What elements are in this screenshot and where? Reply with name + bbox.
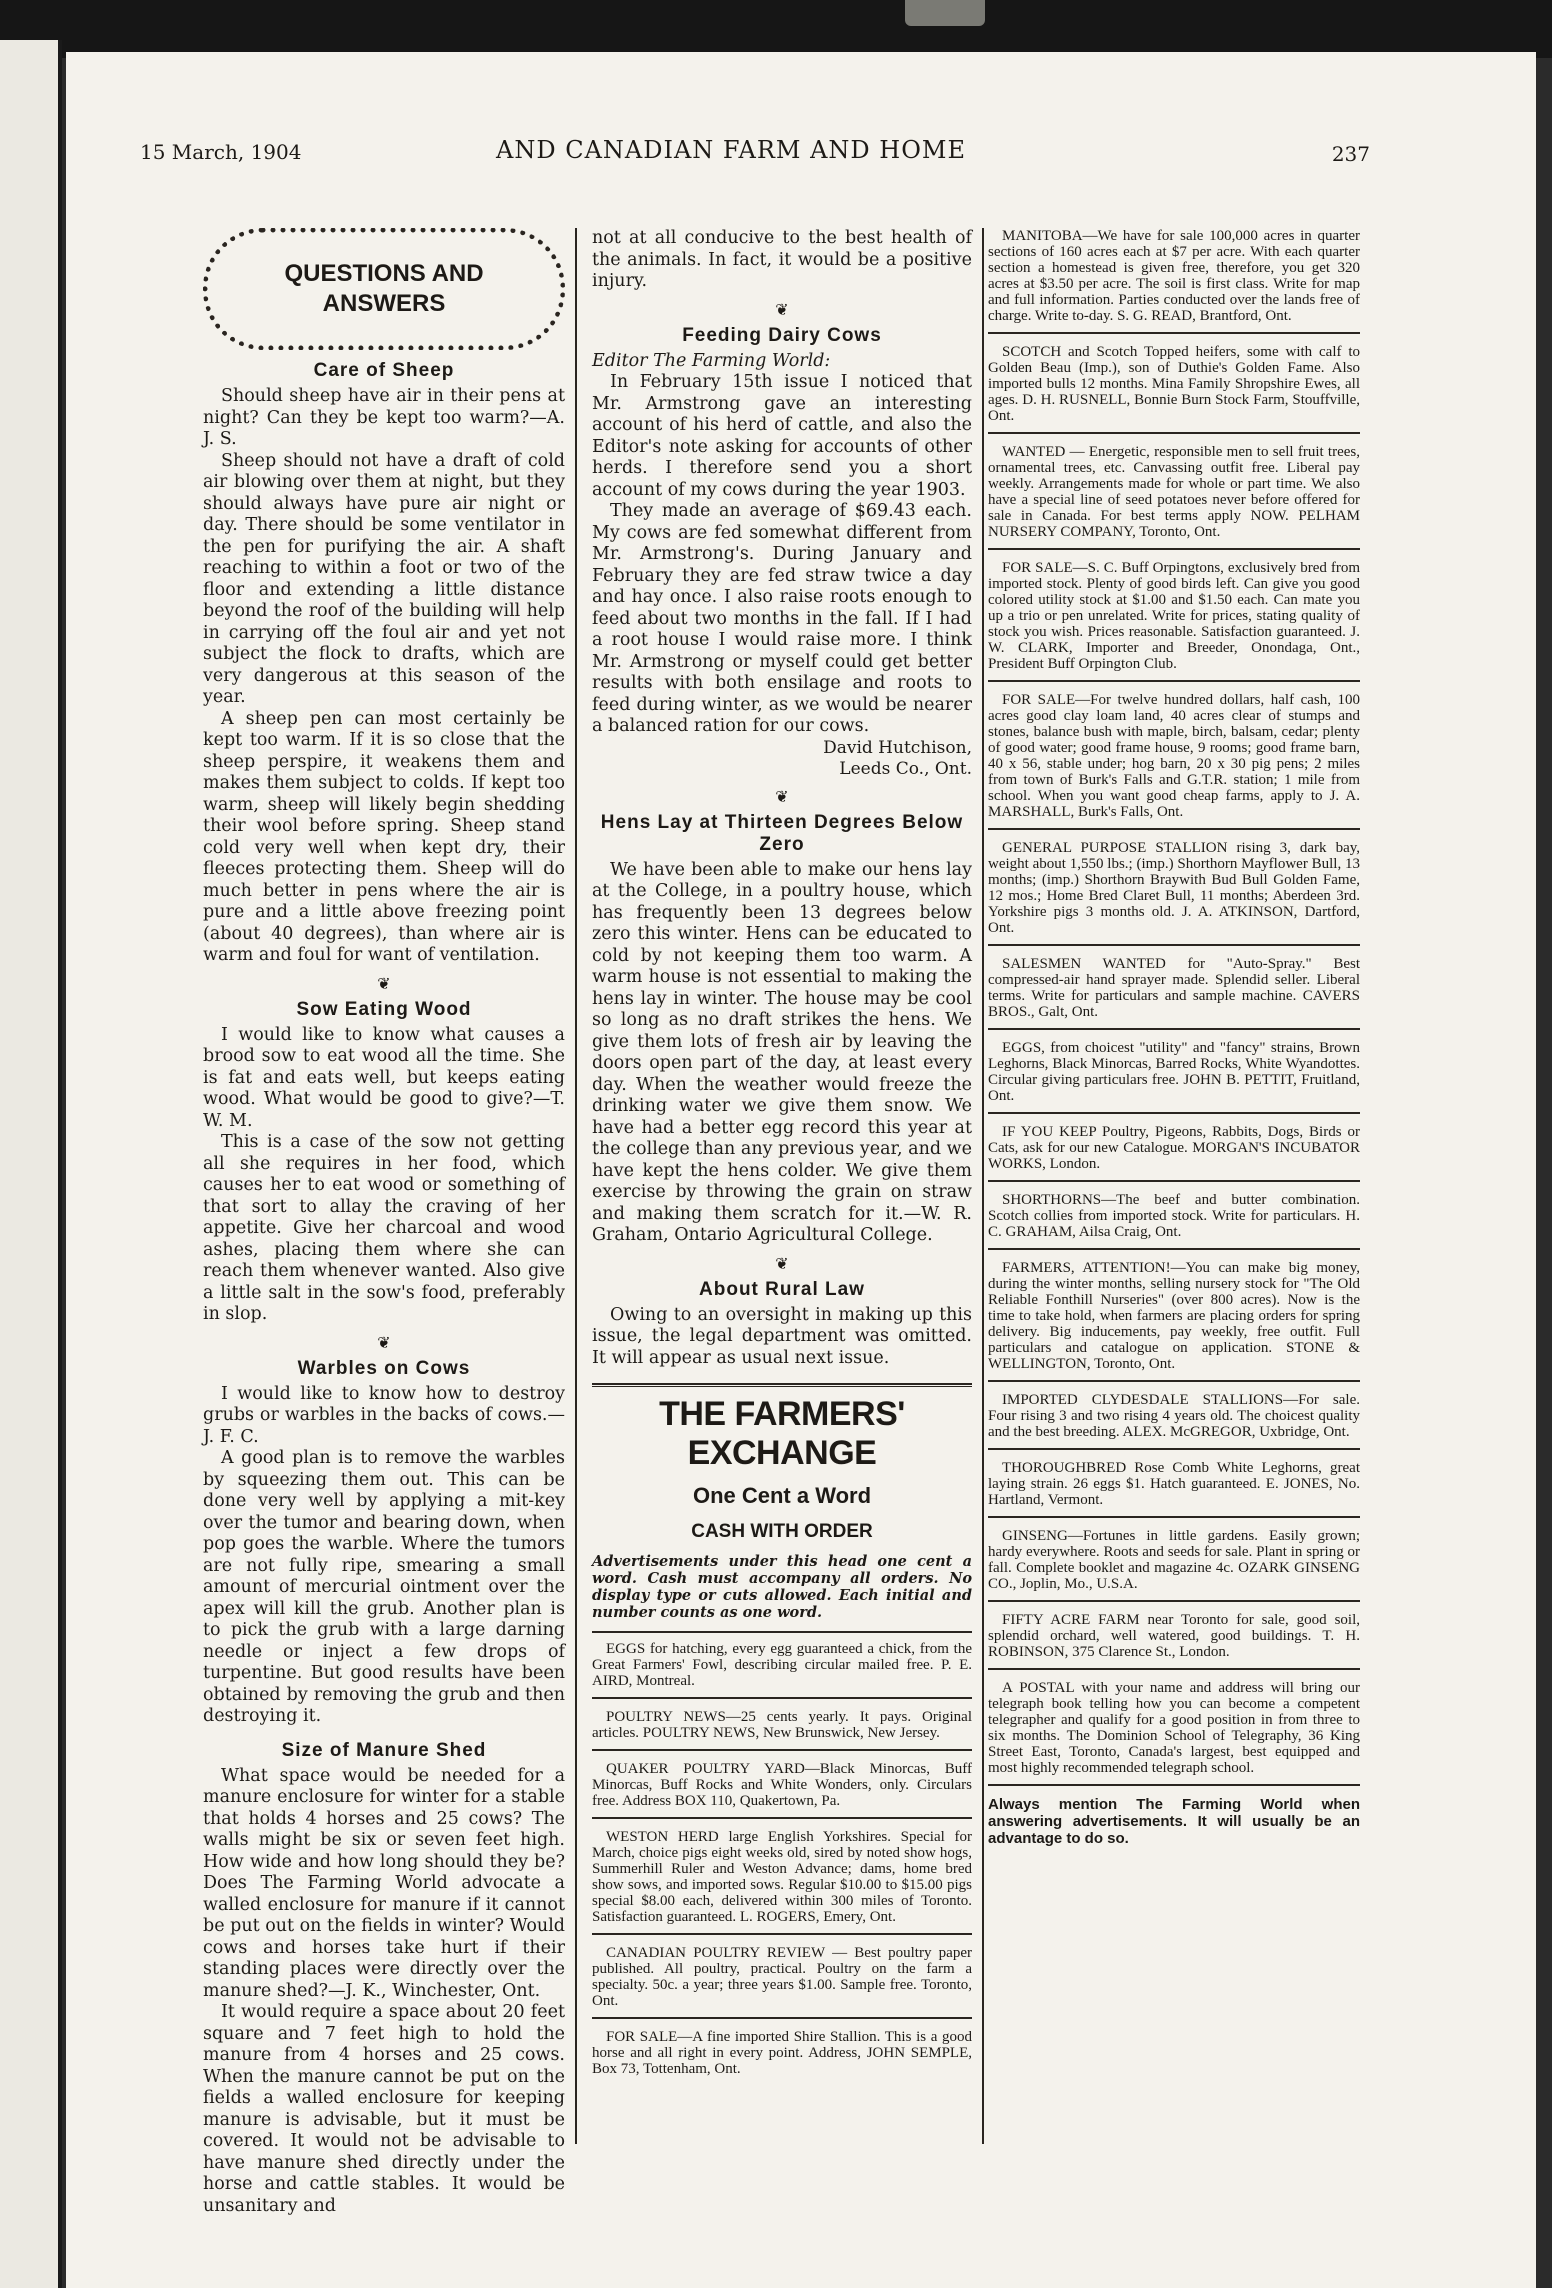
question: I would like to know how to destroy grubs or warbles in the backs of cows.—J. F. C. (203, 1383, 565, 1447)
divider (592, 1631, 972, 1633)
answer-paragraph: A good plan is to remove the warbles by squeezing them out. This can be done very well by applying a mit-key over the tumor and bearing down, when pop goes the warble. Where the tumors are not fully ripe, smearing a small amount of mercurial ointment over the apex will kill the grub. Another plan is to pick the grub with a large darning needle or inject a few drops of turpentine. But good results have been obtained by removing the grub and then destroying it. (203, 1448, 565, 1726)
letter-paragraph: In February 15th issue I noticed that Mr. Armstrong gave an interesting account of his herd of cattle, and also the Editor's note asking for accounts of other herds. I therefore send you a short account of my cows during the year 1903. (592, 372, 972, 500)
classified-ad: CANADIAN POULTRY REVIEW — Best poultry paper published. All poultry, practical. Poultry on the farm a specialty. 50c. a year; three years $1.00. Sample free. Toronto, Ont. (592, 1945, 972, 2009)
article-heading: Warbles on Cows (297, 1357, 471, 1379)
divider (592, 1817, 972, 1819)
classified-ad: MANITOBA—We have for sale 100,000 acres in quarter sections of 160 acres each at $7 per acre. With each quarter section a homestead is given free, therefore, you get 320 acres at $3.50 per acre. The soil is first class. Write for map and full information. Parties conducted over the lands free of charge. Write to-day. S. G. READ, Brantford, Ont. (988, 228, 1360, 324)
article-heading: Feeding Dairy Cows (682, 324, 882, 346)
classified-ad: A POSTAL with your name and address will bring our telegraph book telling how you can become a competent telegrapher and qualify for a good position in from three to six months. The Dominion School of Telegraphy, 36 King Street East, Toronto, Canada's largest, best equipped and most highly recommended telegraph school. (988, 1680, 1360, 1776)
article-heading: Sow Eating Wood (296, 998, 472, 1020)
divider (988, 332, 1360, 334)
classified-ad: EGGS, from choicest "utility" and "fancy" strains, Brown Leghorns, Black Minorcas, Barred Rocks, White Wyandottes. Circular giving particulars free. JOHN B. PETTIT, Fruitland, Ont. (988, 1040, 1360, 1104)
column-rule-1 (575, 228, 577, 2144)
classified-ad: FIFTY ACRE FARM near Toronto for sale, good soil, splendid orchard, well watered, good buildings. T. H. ROBINSON, 375 Clarence St., London. (988, 1612, 1360, 1660)
classified-ad: GENERAL PURPOSE STALLION rising 3, dark bay, weight about 1,550 lbs.; (imp.) Shorthorn Mayflower Bull, 13 months; (imp.) Shorthorn Braywith Bud Bull Golden Fame, 12 mos.; Home Bred Claret Bull, 11 months; Aberdeen 3rd. Yorkshire pigs 3 months old. J. A. ATKINSON, Dartford, Ont. (988, 840, 1360, 936)
binder-clip (905, 0, 985, 26)
divider (592, 1933, 972, 1935)
classified-ad: SCOTCH and Scotch Topped heifers, some with calf to Golden Beau (Imp.), son of Duthie's Golden Fame. Also imported bulls 12 months. Mina Family Shropshire Ewes, all ages. D. H. RUSNELL, Bonnie Burn Stock Farm, Stouffville, Ont. (988, 344, 1360, 424)
divider (592, 1749, 972, 1751)
answer-paragraph: A sheep pen can most certainly be kept too warm. If it is so close that the sheep perspire, it weakens them and makes them subject to colds. If kept too warm, sheep will likely begin shedding their wool before spring. Sheep stand cold very well when kept dry, their fleeces protecting them. Sheep will do much better in pens where the air is pure and a little above freezing point (about 40 degrees), than where air is warm and foul for want of ventilation. (203, 708, 565, 965)
question: What space would be needed for a manure enclosure for winter for a stable that holds 4 horses and 25 cows? The walls might be six or seven feet high. How wide and how long should they be? Does The Farming World advocate a walled enclosure for manure if it cannot be put out on the fields in winter? Would cows and horses take hurt if their standing places were directly over the manure shed?—J. K., Winchester, Ont. (203, 1765, 565, 2001)
article-paragraph: We have been able to make our hens lay at the College, in a poultry house, which has frequently been 13 degrees below zero this winter. Hens can be educated to cold by not keeping them too warm. A warm house is not essential to making the hens lay in winter. The house may be cool so long as no draft strikes the hens. We give them lots of fresh air by leaving the doors open part of the day, at least every day. When the weather would freeze the drinking water we give them snow. We have had a better egg record this year at the college than any previous year, and we have kept the hens colder. We give them exercise by throwing the grain on straw and making them scratch for it.—W. R. Graham, Ontario Agricultural College. (592, 859, 972, 1245)
question: I would like to know what causes a brood sow to eat wood all the time. She is fat and eats well, but keeps eating wood. What would be good to give?—T. W. M. (203, 1024, 565, 1131)
divider (988, 1668, 1360, 1670)
divider (988, 680, 1360, 682)
publication-title: AND CANADIAN FARM AND HOME (496, 136, 966, 164)
divider (988, 1784, 1360, 1786)
running-header (140, 128, 1370, 168)
classified-ad: WESTON HERD large English Yorkshires. Special for March, choice pigs eight weeks old, sired by noted show hogs, Summerhill Ruler and Weston Advance; dams, home bred show sows, and imported sows. Regular $10.00 to $15.00 pigs special $8.00 each, delivered within 300 miles of Toronto. Satisfaction guaranteed. L. ROGERS, Emery, Ont. (592, 1829, 972, 1925)
answer-paragraph: Sheep should not have a draft of cold air blowing over them at night, but they should always have pure air night or day. There should be some ventilator in the pen for purifying the air. A shaft reaching to within a foot or two of the floor and extending a little distance beyond the roof of the building will help in carrying off the foul air and yet not subject the flock to drafts, which are very dangerous at this season of the year. (203, 450, 565, 707)
divider (988, 944, 1360, 946)
classified-ad: GINSENG—Fortunes in little gardens. Easily grown; hardy everywhere. Roots and seeds for sale. Plant in spring or fall. Complete booklet and magazine 4c. OZARK GINSENG CO., Joplin, Mo., U.S.A. (988, 1528, 1360, 1592)
classified-ad: EGGS for hatching, every egg guaranteed a chick, from the Great Farmers' Fowl, describing circular mailed free. P. E. AIRD, Montreal. (592, 1641, 972, 1689)
divider (988, 1248, 1360, 1250)
article-heading: About Rural Law (699, 1278, 865, 1300)
divider (988, 1448, 1360, 1450)
classified-ad: THOROUGHBRED Rose Comb White Leghorns, great laying strain. 26 eggs $1. Hatch guaranteed. E. JONES, No. Hartland, Vermont. (988, 1460, 1360, 1508)
question: Should sheep have air in their pens at night? Can they be kept too warm?—A. J. S. (203, 386, 565, 449)
article-heading: Care of Sheep (313, 360, 455, 381)
divider (988, 432, 1360, 434)
divider (988, 1600, 1360, 1602)
classified-ad: FOR SALE—For twelve hundred dollars, half cash, 100 acres good clay loam land, 40 acres clear of stumps and stones, balance bush with maple, birch, balsam, cedar; plenty of good water; good frame house, 9 rooms; good frame barn, 40 x 56, stable under; hog barn, 20 x 30 pig pens; 2 miles from town of Burk's Falls and G.T.R. station; 1 mile from school. When you want good cheap farms, apply to J. A. MARSHALL, Burk's Falls, Ont. (988, 692, 1360, 820)
divider (988, 828, 1360, 830)
classified-ad: IMPORTED CLYDESDALE STALLIONS—For sale. Four rising 3 and two rising 4 years old. The choicest quality and the best breeding. ALEX. McGREGOR, Uxbridge, Ont. (988, 1392, 1360, 1440)
classified-ad: FOR SALE—A fine imported Shire Stallion. This is a good horse and all right in every point. Address, JOHN SEMPLE, Box 73, Tottenham, Ont. (592, 2029, 972, 2077)
divider (988, 548, 1360, 550)
classified-ad: POULTRY NEWS—25 cents yearly. It pays. Original articles. POULTRY NEWS, New Brunswick, New Jersey. (592, 1709, 972, 1741)
divider (988, 1112, 1360, 1114)
leaf-ornament-icon: ❦ (377, 1332, 391, 1352)
column-2 (592, 228, 972, 2077)
classified-ad: IF YOU KEEP Poultry, Pigeons, Rabbits, Dogs, Birds or Cats, ask for our new Catalogue. MORGAN'S INCUBATOR WORKS, London. (988, 1124, 1360, 1172)
advertiser-notice: Always mention The Farming World when answering advertisements. It will usually be an advantage to do so. (988, 1796, 1360, 1847)
leaf-ornament-icon: ❦ (377, 973, 391, 993)
classified-ad: QUAKER POULTRY YARD—Black Minorcas, Buff Minorcas, Buff Rocks and White Wonders, only. Circulars free. Address BOX 110, Quakertown, Pa. (592, 1761, 972, 1809)
exchange-terms: CASH WITH ORDER (691, 1521, 873, 1542)
classified-ad: SALESMEN WANTED for "Auto-Spray." Best compressed-air hand sprayer made. Splendid seller. Liberal terms. Write for particulars and sample machine. CAVERS BROS., Galt, Ont. (988, 956, 1360, 1020)
continued-text: not at all conducive to the best health of the animals. In fact, it would be a positive injury. (592, 228, 972, 291)
divider (592, 2017, 972, 2019)
exchange-note: Advertisements under this head one cent a word. Cash must accompany all orders. No display type or cuts allowed. Each initial and number counts as one word. (592, 1553, 972, 1621)
divider (988, 1028, 1360, 1030)
questions-answers-banner (203, 228, 565, 350)
leaf-ornament-icon: ❦ (775, 1253, 789, 1273)
banner-title: QUESTIONS AND ANSWERS (284, 260, 484, 317)
page-number: 237 (1331, 142, 1370, 166)
exchange-title: THE FARMERS' EXCHANGE (659, 1395, 905, 1472)
signature: David Hutchison, (823, 737, 972, 758)
divider (988, 1180, 1360, 1182)
issue-date: 15 March, 1904 (140, 140, 302, 164)
letter-paragraph: They made an average of $69.43 each. My cows are fed somewhat different from Mr. Armstrong's. During January and February they are fed straw twice a day and hay once. I also raise roots enough to feed about two months in the fall. If I had a root house I would raise more. I think Mr. Armstrong or myself could get better results with both ensilage and roots to feed during winter, as we would be nearer a balanced ration for our cows. (592, 501, 972, 736)
divider (988, 1380, 1360, 1382)
article-heading: Hens Lay at Thirteen Degrees Below Zero (600, 811, 964, 855)
column-1 (203, 228, 565, 2217)
classified-ad: WANTED — Energetic, responsible men to sell fruit trees, ornamental trees, etc. Canvassing outfit free. Liberal pay weekly. Arrangements made for whole or part time. We also have a special line of seed potatoes never before offered for sale in Canada. For best terms apply NOW. PELHAM NURSERY COMPANY, Toronto, Ont. (988, 444, 1360, 540)
letter-salutation: Editor The Farming World: (592, 350, 831, 371)
answer-paragraph: It would require a space about 20 feet square and 7 feet high to hold the manure from 4 horses and 25 cows. When the manure cannot be put on the fields a walled enclosure for keeping manure is advisable, but it must be covered. It would not be advisable to have manure shed directly under the horse and cattle stables. It would be unsanitary and (203, 2002, 565, 2216)
divider (592, 1697, 972, 1699)
classified-ad: SHORTHORNS—The beef and butter combination. Scotch collies from imported stock. Write for particulars. H. C. GRAHAM, Ailsa Craig, Ont. (988, 1192, 1360, 1240)
article-heading: Size of Manure Shed (281, 1739, 487, 1761)
signature-location: Leeds Co., Ont. (839, 758, 972, 779)
answer-paragraph: This is a case of the sow not getting all she requires in her food, which causes her to eat wood or something of that sort to allay the craving of her appetite. Give her charcoal and wood ashes, placing them where she can reach them whenever wanted. Also give a little salt in the sow's food, preferably in slop. (203, 1132, 565, 1324)
column-3 (988, 228, 1360, 1847)
classified-ad: FARMERS, ATTENTION!—You can make big money, during the winter months, selling nursery stock for "The Old Reliable Fonthill Nurseries" (over 800 acres). Now is the time to take hold, when farmers are placing orders for spring delivery. Big inducements, pay weekly, free outfit. Full particulars and catalogue on application. STONE & WELLINGTON, Toronto, Ont. (988, 1260, 1360, 1372)
divider (988, 1516, 1360, 1518)
facing-page-edge (0, 40, 62, 2288)
exchange-rate: One Cent a Word (692, 1483, 872, 1508)
column-rule-2 (982, 228, 984, 2144)
article-paragraph: Owing to an oversight in making up this issue, the legal department was omitted. It will appear as usual next issue. (592, 1304, 972, 1368)
exchange-top-rule (592, 1383, 972, 1387)
leaf-ornament-icon: ❦ (775, 299, 789, 319)
scanner-top-edge (0, 0, 1552, 58)
leaf-ornament-icon: ❦ (775, 786, 789, 806)
classified-ad: FOR SALE—S. C. Buff Orpingtons, exclusively bred from imported stock. Plenty of good birds left. Can give you good colored utility stock at $1.00 and $1.50 each. Can mate you up a trio or pen unrelated. Write for prices, stating quality of stock you wish. Prices reasonable. Satisfaction guaranteed. J. W. CLARK, Importer and Breeder, Onondaga, Ont., President Buff Orpington Club. (988, 560, 1360, 672)
